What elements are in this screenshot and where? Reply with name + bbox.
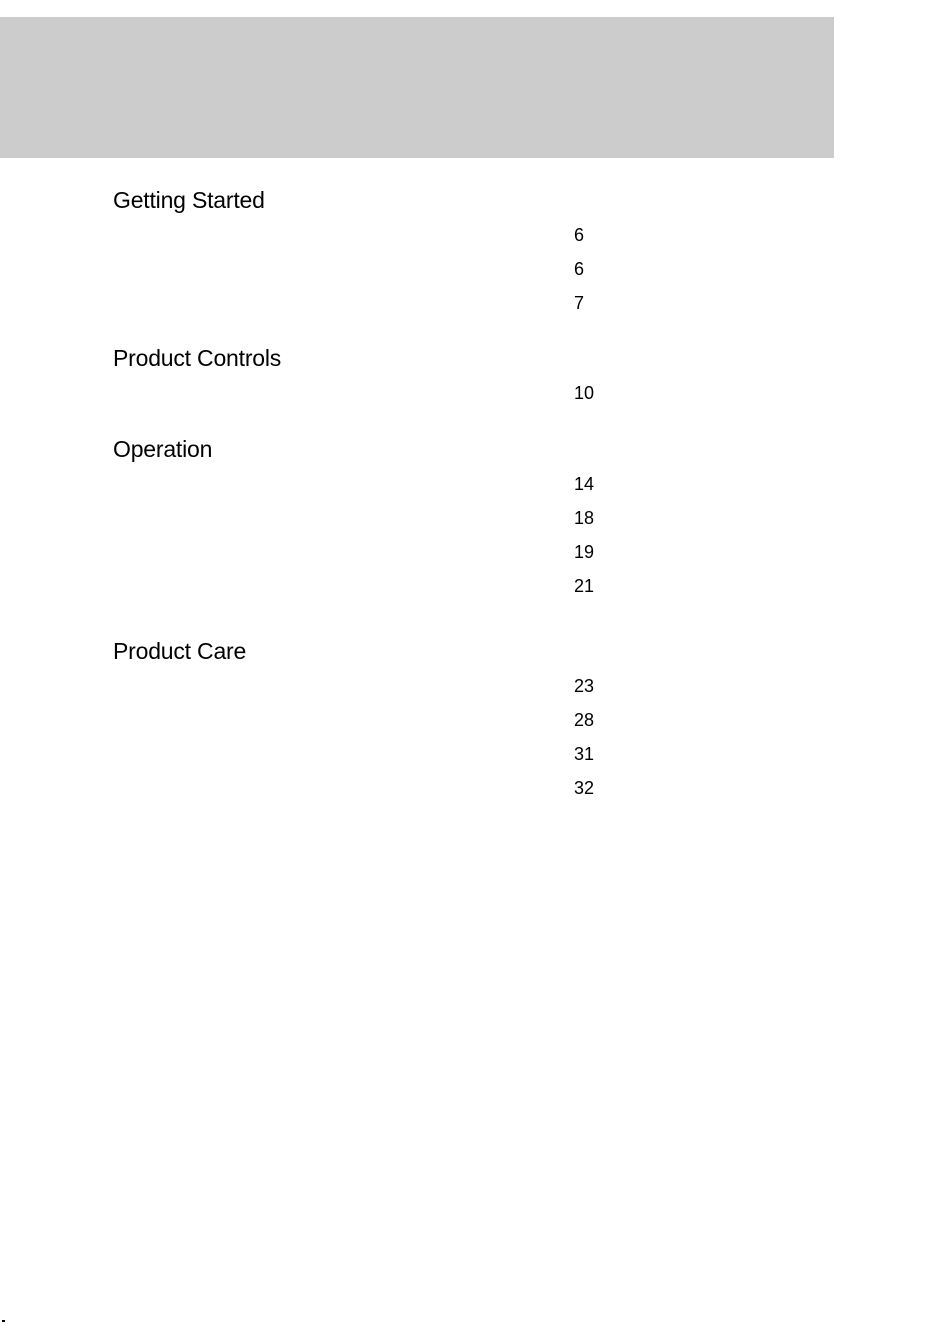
toc-page-number[interactable]: 28 bbox=[574, 710, 595, 730]
section-title-getting-started: Getting Started bbox=[113, 187, 265, 213]
section-title-product-care: Product Care bbox=[113, 638, 247, 664]
section-title-product-controls: Product Controls bbox=[113, 345, 282, 371]
section-title-operation: Operation bbox=[113, 436, 213, 462]
toc-page-number[interactable]: 14 bbox=[574, 474, 595, 494]
toc-page-number[interactable]: 10 bbox=[574, 383, 595, 403]
toc-page-number[interactable]: 18 bbox=[574, 508, 595, 528]
toc-page-number[interactable]: 7 bbox=[574, 293, 585, 313]
toc-page-number[interactable]: 23 bbox=[574, 676, 595, 696]
corner-mark bbox=[2, 1320, 5, 1322]
toc-page-number[interactable]: 6 bbox=[574, 259, 585, 279]
toc-page-number[interactable]: 21 bbox=[574, 576, 595, 596]
toc-page-number[interactable]: 6 bbox=[574, 225, 585, 245]
toc-page-number[interactable]: 32 bbox=[574, 778, 595, 798]
toc-page-number[interactable]: 19 bbox=[574, 542, 595, 562]
toc-page-number[interactable]: 31 bbox=[574, 744, 595, 764]
